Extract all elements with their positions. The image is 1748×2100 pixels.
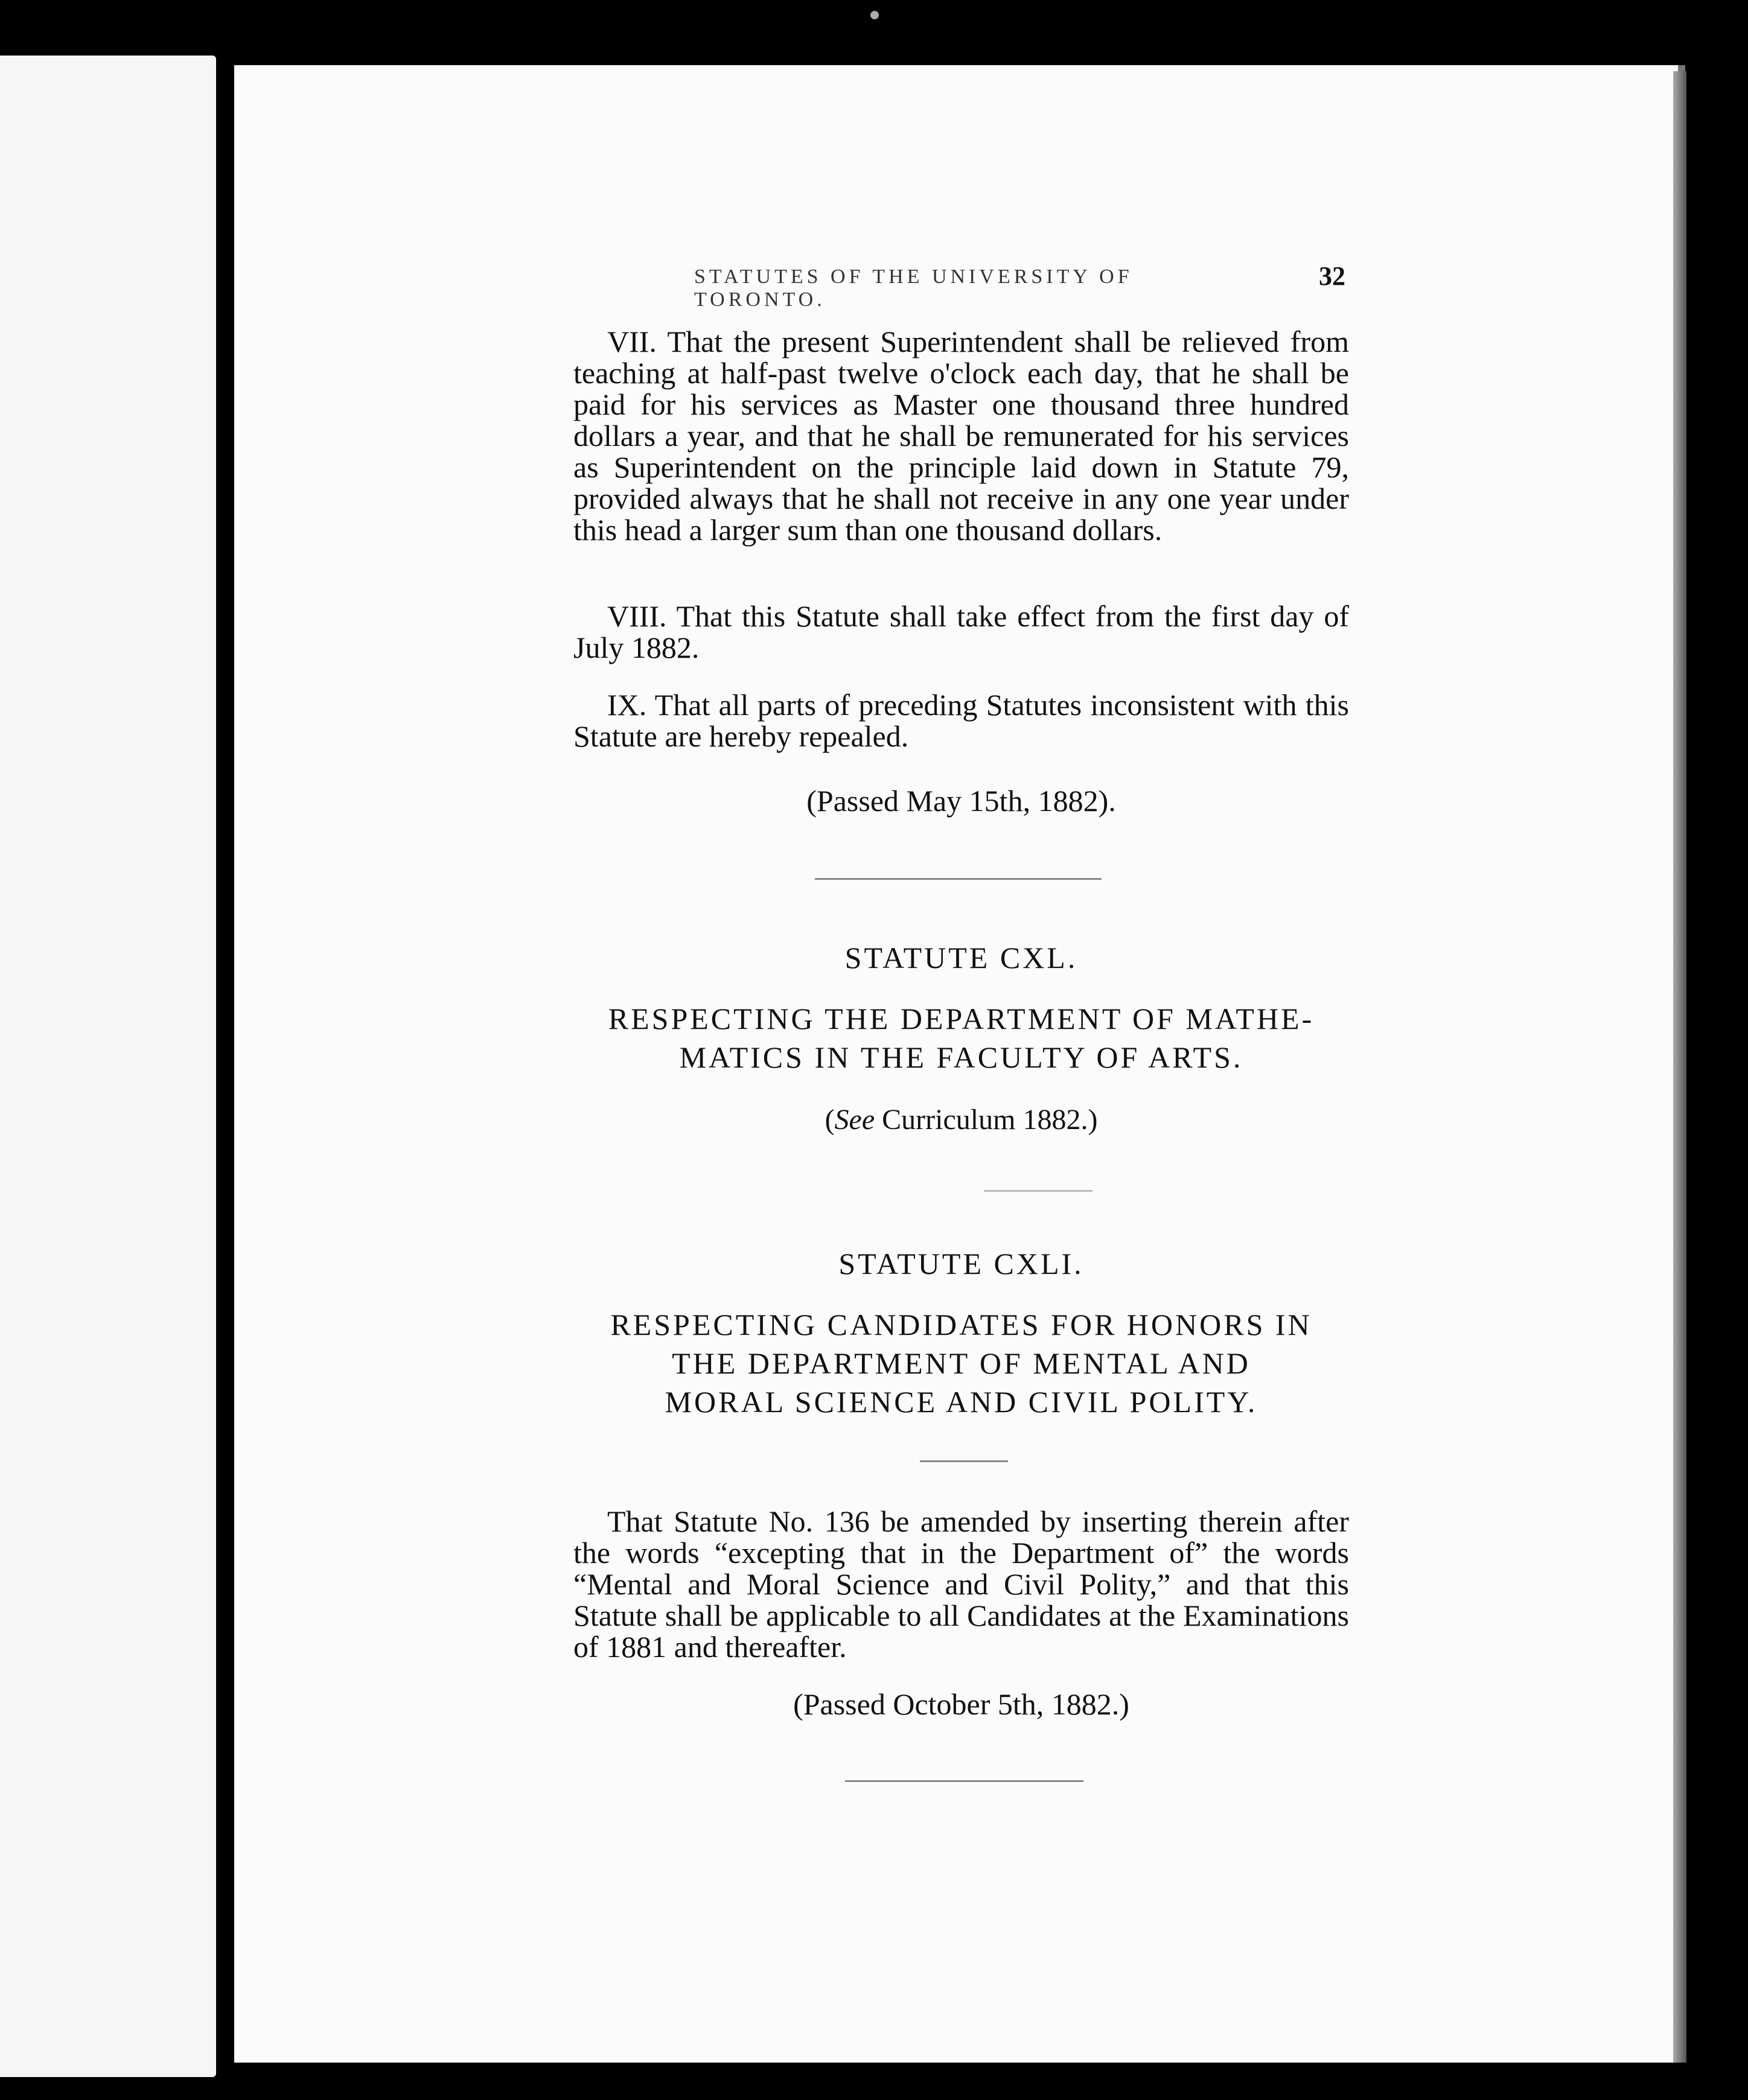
statute-cxl [573, 940, 1349, 1136]
section-divider [984, 1190, 1092, 1192]
see-open-paren: ( [825, 1104, 835, 1136]
previous-page-edge [0, 56, 216, 2077]
page-edge-shadow [1673, 71, 1686, 2063]
passed-date-1: (Passed May 15th, 1882). [806, 784, 1116, 818]
statute-cxli-body [573, 1506, 1349, 1662]
paragraph-ix [573, 689, 1349, 752]
dust-speck [870, 11, 879, 19]
paragraph-viii-text: VIII. That this Statute shall take effect from the first day of July 1882. [573, 599, 1349, 664]
passed-note-2 [573, 1687, 1349, 1722]
running-header: STATUTES OF THE UNIVERSITY OF TORONTO. [694, 266, 1133, 311]
statute-cxli-heading-line1: RESPECTING CANDIDATES FOR HONORS IN [610, 1308, 1312, 1341]
paragraph-vii [573, 326, 1349, 546]
section-divider [920, 1460, 1008, 1462]
statute-cxl-heading-line2: MATICS IN THE FACULTY OF ARTS. [679, 1040, 1243, 1074]
statute-cxli-heading-line3: MORAL SCIENCE AND CIVIL POLITY. [665, 1385, 1258, 1419]
paragraph-vii-text: VII. That the present Superintendent shall be relieved from teaching at half-past twelve o'clock each day, that he shall be paid for his services as Master one thousand three hundred dollars a year, and that he shall be remunerated for his services as Superintendent on the principle laid down in Statute 79, provided always that he shall not receive in any one year under this head a larger sum than one thousand dollars. [573, 325, 1349, 547]
statute-cxl-title: STATUTE CXL. [844, 941, 1078, 975]
paragraph-viii [573, 600, 1349, 663]
see-rest: Curriculum 1882.) [875, 1104, 1098, 1136]
passed-date-2: (Passed October 5th, 1882.) [793, 1687, 1129, 1721]
statute-cxli-body-text: That Statute No. 136 be amended by inserting therein after the words “excepting that in the Department of” the words “Mental and Moral Science and Civil Polity,” and that this Statute shall be applicable to all Candidates at the Examinations of 1881 and thereafter. [573, 1504, 1349, 1664]
passed-note-1 [573, 783, 1349, 818]
section-divider [845, 1780, 1083, 1782]
see-word: See [834, 1104, 875, 1136]
statute-cxl-heading-line1: RESPECTING THE DEPARTMENT OF MATHE- [608, 1002, 1315, 1036]
statute-cxli-heading-line2: THE DEPARTMENT OF MENTAL AND [672, 1346, 1251, 1380]
paragraph-ix-text: IX. That all parts of preceding Statutes inconsistent with this Statute are hereby repealed. [573, 688, 1349, 753]
page-number: 32 [1319, 261, 1345, 291]
statute-cxli-title: STATUTE CXLI. [838, 1247, 1084, 1281]
section-divider [815, 878, 1102, 880]
statute-cxli [573, 1246, 1349, 1421]
see-curriculum-note [573, 1103, 1349, 1136]
